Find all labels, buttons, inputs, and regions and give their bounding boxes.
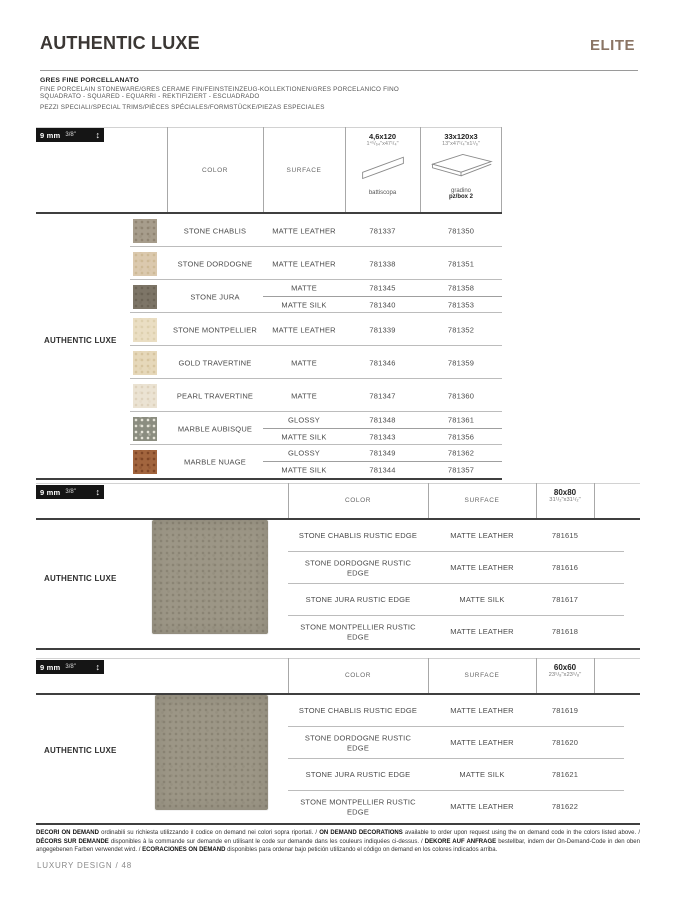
rustic-60x60-table — [36, 658, 640, 825]
color-name: STONE CHABLIS RUSTIC EDGE — [298, 531, 418, 541]
color-name: STONE MONTPELLIER — [172, 325, 258, 334]
surface-variant-row — [36, 412, 502, 429]
thickness-badge — [36, 128, 104, 142]
special-trims-table — [36, 127, 502, 480]
product-code: 781359 — [447, 358, 475, 367]
product-code: 781348 — [369, 415, 396, 425]
column-header-surface: SURFACE — [464, 672, 500, 679]
table-body — [36, 214, 502, 478]
battiscopa-icon — [352, 150, 414, 184]
surface-name: MATTE LEATHER — [450, 627, 514, 637]
collection-label: AUTHENTIC LUXE — [44, 336, 117, 345]
table-bottom-rule — [36, 478, 502, 480]
format-inches: 1⁴⁵/₆₄"x47¹/₄" — [366, 141, 399, 147]
page-title: AUTHENTIC LUXE — [40, 33, 200, 53]
product-code: 781347 — [369, 391, 396, 400]
format-inches: 13"x47¹/₄"x1¹/₆" — [442, 141, 480, 147]
surface-variant-row — [36, 429, 502, 446]
surface-name: MATTE — [291, 358, 317, 367]
table-header — [36, 127, 502, 212]
thickness-mm: 9 mm — [40, 487, 61, 497]
product-code: 781338 — [369, 259, 396, 268]
product-code: 781616 — [551, 563, 579, 573]
table-top-border — [36, 658, 640, 659]
color-name: STONE JURA — [190, 292, 240, 301]
product-code: 781615 — [551, 531, 579, 541]
surface-name: MATTE LEATHER — [272, 226, 336, 235]
product-code: 781618 — [551, 627, 579, 637]
thickness-arrow-icon: ↕ — [95, 661, 100, 672]
table-row — [36, 552, 640, 584]
disclaimer-heading: DÉCORS SUR DEMANDE — [36, 838, 109, 845]
header-divider — [40, 70, 638, 71]
table-top-border — [36, 483, 640, 484]
special-trims-line: PEZZI SPECIALI/SPECIAL TRIMS/PIÈCES SPÉCIALES/FORMSTÜCKE/PIEZAS ESPECIALES — [40, 104, 325, 111]
table-row — [36, 445, 502, 478]
size-cm: 80x80 — [553, 488, 577, 497]
color-name: MARBLE NUAGE — [184, 457, 246, 466]
table-header — [36, 483, 640, 518]
color-swatch — [133, 252, 157, 276]
material-translations: FINE PORCELAIN STONEWARE/GRES CERAME FIN/FEINSTEINZEUG-KOLLEKTIONEN/GRES PORCELANICO FINO — [40, 86, 399, 93]
product-code: 781339 — [369, 325, 396, 334]
size-inches: 23⁵/₈"x23⁵/₈" — [548, 672, 582, 678]
product-code: 781337 — [369, 226, 396, 235]
product-code: 781340 — [369, 300, 396, 310]
gradino-icon — [425, 150, 497, 182]
format-gradino — [420, 127, 502, 212]
thickness-badge — [36, 485, 104, 499]
product-code: 781358 — [447, 283, 475, 293]
product-code: 781617 — [551, 595, 579, 605]
surface-name: MATTE SILK — [459, 770, 505, 780]
surface-name: MATTE SILK — [281, 432, 327, 442]
surface-name: GLOSSY — [287, 448, 321, 458]
color-name: STONE MONTPELLIER RUSTIC EDGE — [300, 622, 416, 641]
material-title: GRES FINE PORCELLANATO — [40, 77, 139, 84]
disclaimer-text: disponibles para ordenar bajo petición utilizando el código on demand en los colores indicados arriba. — [225, 847, 498, 854]
table-row — [36, 695, 640, 727]
product-code: 781620 — [551, 738, 579, 748]
color-name: STONE JURA RUSTIC EDGE — [305, 770, 411, 780]
surface-name: MATTE SILK — [281, 465, 327, 475]
table-bottom-rule — [36, 823, 640, 825]
surface-variant-row — [36, 280, 502, 297]
table-row — [36, 616, 640, 648]
squared-line: SQUADRATO - SQUARED - EQUARRI - REKTIFIZIERT - ESCUADRADO — [40, 93, 260, 100]
product-code: 781621 — [551, 770, 579, 780]
table-header — [36, 658, 640, 693]
surface-name: MATTE — [291, 391, 317, 400]
product-code: 781353 — [447, 300, 475, 310]
disclaimer-text: ordinabili su richiesta utilizzando il codice on demand nei colori sopra riportati. / — [98, 830, 320, 836]
product-code: 781622 — [551, 802, 579, 812]
variant-divider — [263, 428, 502, 429]
product-code: 781360 — [447, 391, 475, 400]
table-row — [36, 214, 502, 247]
table-row — [36, 759, 640, 791]
size-inches: 31¹/₂"x31¹/₂" — [549, 497, 581, 503]
product-code: 781352 — [447, 325, 475, 334]
thickness-inch: 3/8" — [65, 664, 76, 670]
table-row — [36, 727, 640, 759]
surface-name: MATTE LEATHER — [272, 259, 336, 268]
rustic-80x80-table — [36, 483, 640, 650]
surface-name: MATTE SILK — [281, 300, 327, 310]
thickness-arrow-icon: ↕ — [95, 129, 100, 140]
product-code: 781357 — [447, 465, 475, 475]
table-body — [36, 520, 640, 648]
thickness-inch: 3/8" — [65, 489, 76, 495]
on-demand-disclaimer — [36, 829, 640, 855]
color-name: GOLD TRAVERTINE — [178, 358, 252, 367]
format-size: 4,6x120 — [368, 132, 397, 141]
column-header-surface: SURFACE — [286, 167, 322, 174]
column-header-color: COLOR — [344, 672, 372, 679]
product-code: 781361 — [447, 415, 475, 425]
column-divider — [594, 658, 595, 693]
product-code: 781350 — [447, 226, 475, 235]
surface-name: MATTE LEATHER — [450, 563, 514, 573]
color-name: PEARL TRAVERTINE — [176, 391, 254, 400]
table-row — [36, 412, 502, 445]
color-name: STONE MONTPELLIER RUSTIC EDGE — [300, 797, 416, 816]
surface-name: MATTE LEATHER — [450, 738, 514, 748]
table-body — [36, 695, 640, 823]
disclaimer-text: bestellbar, indem der On-Demand-Code in den oben angegebenen Farben verwendet wird. / — [36, 838, 640, 854]
collection-label: AUTHENTIC LUXE — [44, 574, 117, 583]
surface-name: MATTE SILK — [459, 595, 505, 605]
format-battiscopa — [345, 127, 420, 212]
surface-variant-row — [36, 445, 502, 462]
surface-name: MATTE LEATHER — [450, 802, 514, 812]
table-row — [36, 379, 502, 412]
thickness-mm: 9 mm — [40, 662, 61, 672]
surface-name: MATTE LEATHER — [450, 706, 514, 716]
product-code: 781356 — [447, 432, 475, 442]
product-code: 781362 — [447, 448, 475, 458]
thickness-badge — [36, 660, 104, 674]
color-name: STONE CHABLIS RUSTIC EDGE — [298, 706, 418, 716]
column-divider — [594, 483, 595, 518]
table-row — [36, 346, 502, 379]
page-number: LUXURY DESIGN / 48 — [37, 861, 133, 870]
column-header-size — [536, 488, 594, 503]
product-code: 781346 — [369, 358, 396, 367]
surface-variant-row — [36, 297, 502, 314]
thickness-inch: 3/8" — [65, 132, 76, 138]
surface-variant-row — [36, 462, 502, 479]
disclaimer-text: disponibles à la commande sur demande en utilisant le code sur demande dans les couleurs indiquées ci-dessus. / — [108, 838, 425, 845]
surface-name: GLOSSY — [287, 415, 321, 425]
product-code: 781343 — [369, 432, 396, 442]
table-bottom-rule — [36, 648, 640, 650]
table-row — [36, 247, 502, 280]
product-code: 781351 — [447, 259, 475, 268]
disclaimer-text: available to order upon request using the on demand code in the colors listed above. / — [402, 830, 640, 836]
color-swatch — [133, 351, 157, 375]
thickness-mm: 9 mm — [40, 130, 61, 140]
surface-name: MATTE — [291, 283, 317, 293]
table-row — [36, 280, 502, 313]
column-header-color: COLOR — [201, 167, 229, 174]
disclaimer-heading: DEKORE AUF ANFRAGE — [424, 838, 497, 845]
variant-divider — [263, 296, 502, 297]
brand-logo: ELITE — [589, 37, 635, 54]
disclaimer-heading: DECORI ON DEMAND — [36, 830, 99, 836]
column-header-color: COLOR — [344, 497, 372, 504]
size-cm: 60x60 — [553, 663, 577, 672]
table-row — [36, 520, 640, 552]
surface-name: MATTE LEATHER — [272, 325, 336, 334]
variant-divider — [263, 461, 502, 462]
format-box-count: pz/box 2 — [448, 194, 473, 200]
surface-name: MATTE LEATHER — [450, 531, 514, 541]
collection-label: AUTHENTIC LUXE — [44, 746, 117, 755]
format-caption: battiscopa — [368, 190, 397, 196]
table-row — [36, 791, 640, 823]
color-swatch — [133, 219, 157, 243]
product-code: 781345 — [369, 283, 396, 293]
color-name: MARBLE AUBISQUE — [177, 424, 253, 433]
column-header-size — [536, 663, 594, 678]
color-name: STONE DORDOGNE RUSTIC EDGE — [304, 558, 412, 577]
color-name: STONE CHABLIS — [183, 226, 247, 235]
color-swatch — [133, 384, 157, 408]
color-name: STONE DORDOGNE — [177, 259, 253, 268]
format-size: 33x120x3 — [444, 132, 478, 141]
table-row — [36, 584, 640, 616]
product-code: 781344 — [369, 465, 396, 475]
column-header-surface: SURFACE — [464, 497, 500, 504]
product-code: 781619 — [551, 706, 579, 716]
disclaimer-heading: ECORACIONES ON DEMAND — [142, 847, 226, 854]
thickness-arrow-icon: ↕ — [95, 486, 100, 497]
color-name: STONE JURA RUSTIC EDGE — [305, 595, 411, 605]
product-code: 781349 — [369, 448, 396, 458]
disclaimer-heading: ON DEMAND DECORATIONS — [319, 830, 403, 836]
color-name: STONE DORDOGNE RUSTIC EDGE — [304, 733, 412, 752]
color-swatch — [133, 318, 157, 342]
format-caption: gradino — [450, 188, 471, 194]
